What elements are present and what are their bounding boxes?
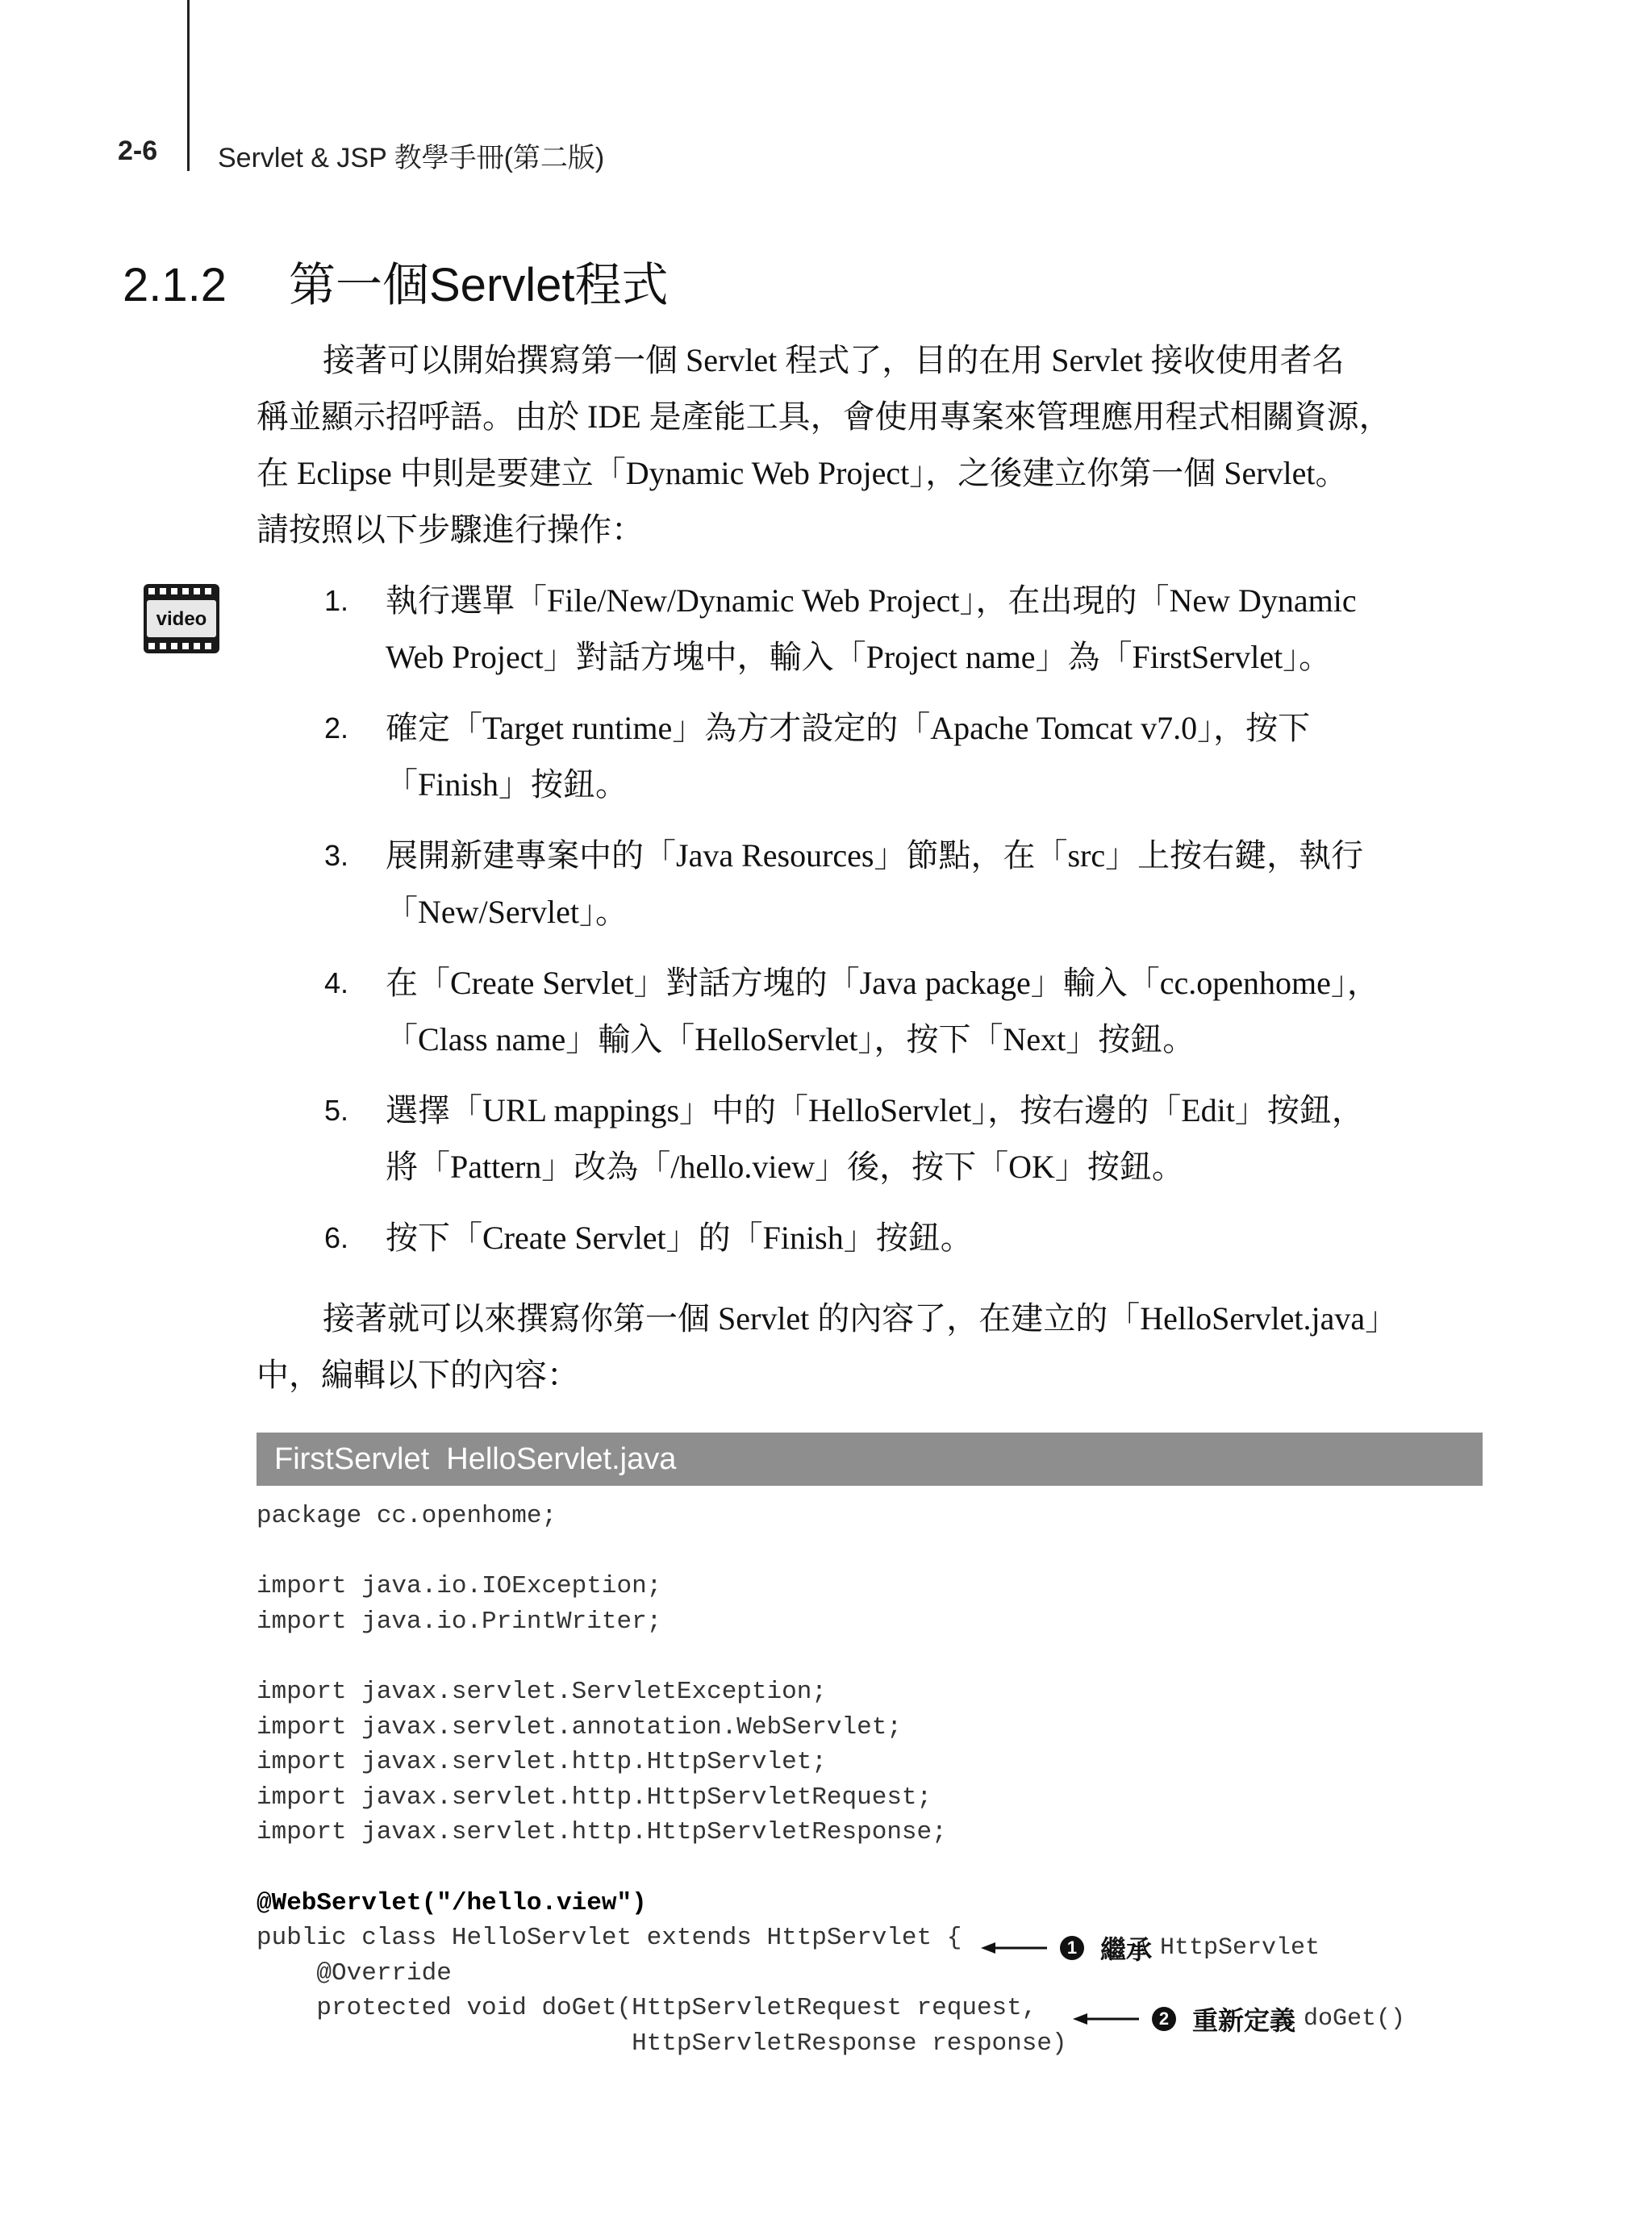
- step-line: 「New/Servlet」。: [386, 894, 628, 930]
- step-list: [324, 573, 1486, 1281]
- code-intro-paragraph: [257, 1291, 1483, 1404]
- arrow-left-icon: [981, 1940, 1047, 1956]
- annotation-2: [1073, 2000, 1405, 2038]
- step-line: 「Finish」按鈕。: [386, 766, 628, 803]
- step-line: 選擇「URL mappings」中的「HelloServlet」，按右邊的「Edit」按鈕，: [386, 1092, 1364, 1128]
- annotation-text: 繼承: [1100, 1935, 1153, 1964]
- step-number: 6.: [324, 1221, 349, 1254]
- code-listing: [257, 1499, 1067, 2062]
- code-line: [257, 1639, 1067, 1675]
- intro-line: 接著可以開始撰寫第一個 Servlet 程式了，目的在用 Servlet 接收使用者名: [323, 342, 1345, 378]
- step-line: 確定「Target runtime」為方才設定的「Apache Tomcat v7.0」，按下: [386, 710, 1311, 746]
- step-line: 按下「Create Servlet」的「Finish」按鈕。: [386, 1220, 973, 1256]
- section-number: 2.1.2: [123, 259, 227, 311]
- section-title: 第一個Servlet程式: [289, 259, 669, 311]
- paragraph-line: 中，編輯以下的內容：: [257, 1357, 579, 1393]
- arrow-left-icon: [1073, 2011, 1139, 2027]
- marker-badge: 1: [1060, 1936, 1084, 1960]
- step-number: 4.: [324, 966, 349, 999]
- step-line: 展開新建專案中的「Java Resources」節點，在「src」上按右鍵，執行: [386, 837, 1364, 874]
- book-title: Servlet & JSP 教學手冊(第二版): [218, 143, 605, 173]
- list-item: [324, 955, 1486, 1068]
- step-number: 1.: [324, 584, 349, 617]
- list-item: [324, 828, 1486, 941]
- code-line: import javax.servlet.annotation.WebServlet;: [257, 1712, 902, 1741]
- list-item: [324, 700, 1486, 813]
- code-line: @Override: [257, 1958, 452, 1988]
- code-line: protected void doGet(HttpServletRequest request,: [257, 1994, 1037, 2023]
- video-label: video: [156, 608, 207, 630]
- step-line: Web Project」對話方塊中，輸入「Project name」為「FirstServlet」。: [386, 639, 1332, 675]
- running-header: [118, 136, 605, 173]
- code-line: public class HelloServlet extends HttpServlet {: [257, 1924, 962, 1953]
- annotation-code: HttpServlet: [1160, 1934, 1320, 1962]
- marker-badge: 2: [1152, 2007, 1176, 2031]
- step-number: 2.: [324, 711, 349, 745]
- code-line: [257, 1534, 1067, 1570]
- annotation-text: 重新定義: [1192, 2006, 1296, 2035]
- step-number: 5.: [324, 1094, 349, 1127]
- intro-line: 稱並顯示招呼語。由於 IDE 是產能工具，會使用專案來管理應用程式相關資源，: [257, 398, 1391, 435]
- step-line: 將「Pattern」改為「/hello.view」後，按下「OK」按鈕。: [386, 1149, 1184, 1185]
- list-item: [324, 1082, 1486, 1195]
- code-line: HttpServletResponse response): [257, 2029, 1067, 2058]
- code-line: import java.io.IOException;: [257, 1572, 662, 1601]
- annotation-code: doGet(): [1304, 2005, 1406, 2033]
- list-item: [324, 1210, 1486, 1266]
- paragraph-line: 接著就可以來撰寫你第一個 Servlet 的內容了，在建立的「HelloServlet.java」: [323, 1300, 1398, 1337]
- code-line: import javax.servlet.http.HttpServlet;: [257, 1748, 827, 1777]
- list-item: [324, 573, 1486, 686]
- video-film-icon: [142, 579, 221, 658]
- code-listing-title: FirstServlet HelloServlet.java: [257, 1433, 1483, 1486]
- code-line-annotation: @WebServlet("/hello.view"): [257, 1888, 647, 1917]
- section-heading: [123, 247, 669, 315]
- intro-paragraph: [257, 332, 1483, 558]
- code-line: import javax.servlet.http.HttpServletRequest;: [257, 1783, 932, 1812]
- header-rule: [187, 0, 190, 171]
- page-number: 2-6: [118, 136, 158, 166]
- step-number: 3.: [324, 839, 349, 872]
- annotation-1: [981, 1929, 1320, 1967]
- intro-line: 在 Eclipse 中則是要建立「Dynamic Web Project」，之後建立你第一個 Servlet。: [257, 455, 1348, 491]
- code-line: import javax.servlet.http.HttpServletResponse;: [257, 1818, 947, 1847]
- step-line: 「Class name」輸入「HelloServlet」，按下「Next」按鈕。: [386, 1021, 1195, 1057]
- step-line: 執行選單「File/New/Dynamic Web Project」，在出現的「New Dynamic: [386, 582, 1357, 619]
- step-line: 在「Create Servlet」對話方塊的「Java package」輸入「cc.openhome」，: [386, 965, 1379, 1001]
- code-line: [257, 1850, 1067, 1886]
- code-line: import javax.servlet.ServletException;: [257, 1677, 827, 1706]
- code-line: import java.io.PrintWriter;: [257, 1607, 662, 1636]
- intro-line: 請按照以下步驟進行操作：: [257, 511, 644, 548]
- code-line: package cc.openhome;: [257, 1502, 557, 1530]
